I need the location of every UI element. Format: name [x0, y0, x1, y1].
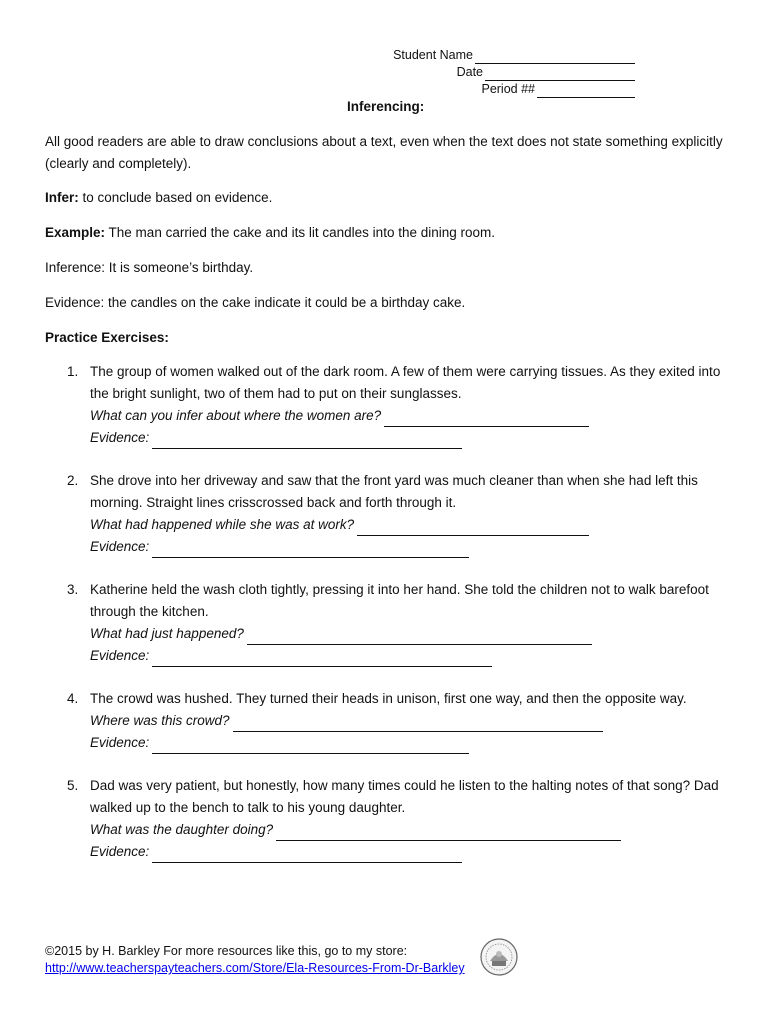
exercise-4	[45, 688, 725, 754]
answer-blank[interactable]	[276, 826, 621, 841]
question-row	[90, 710, 725, 732]
infer-definition	[45, 187, 725, 209]
question-text: Where was this crowd?	[90, 713, 230, 728]
intro-paragraph: All good readers are able to draw conclusions about a text, even when the text does not state something explicitly (clearly and completely).	[45, 134, 723, 171]
student-name-line[interactable]	[475, 51, 635, 64]
evidence-row	[90, 841, 725, 863]
exercise-text: Dad was very patient, but honestly, how many times could he listen to the halting notes of that song? Dad walked up to the bench to talk to his young daughter.	[90, 778, 719, 815]
evidence-blank[interactable]	[152, 652, 492, 667]
answer-blank[interactable]	[357, 521, 589, 536]
question-text: What had just happened?	[90, 626, 244, 641]
student-name-row	[393, 47, 635, 64]
evidence-label: Evidence:	[90, 539, 150, 554]
period-row	[393, 81, 635, 98]
date-row	[393, 64, 635, 81]
evidence-row	[90, 536, 725, 558]
exercise-5	[45, 775, 725, 863]
evidence-row	[90, 732, 725, 754]
example-label: Example:	[45, 225, 106, 240]
period-label: Period ##	[481, 82, 535, 96]
evidence-blank[interactable]	[152, 848, 462, 863]
evidence-line: Evidence: the candles on the cake indicate it could be a birthday cake.	[45, 295, 466, 310]
evidence-label: Evidence:	[90, 430, 150, 445]
example-text: The man carried the cake and its lit candles into the dining room.	[108, 225, 496, 240]
page-title: Inferencing:	[347, 99, 425, 114]
practice-heading: Practice Exercises:	[45, 330, 169, 345]
store-link[interactable]: http://www.teacherspayteachers.com/Store/Ela-Resources-From-Dr-Barkley	[45, 961, 465, 975]
evidence-blank[interactable]	[152, 434, 462, 449]
exercise-number: 1.	[67, 364, 79, 379]
exercise-1	[45, 361, 725, 449]
answer-blank[interactable]	[247, 630, 592, 645]
exercise-number: 4.	[67, 691, 79, 706]
date-line[interactable]	[485, 68, 635, 81]
evidence-label: Evidence:	[90, 735, 150, 750]
example-line	[45, 222, 725, 244]
student-name-label: Student Name	[393, 48, 473, 62]
student-info-header	[393, 47, 635, 98]
exercise-number: 3.	[67, 582, 79, 597]
evidence-row	[90, 645, 725, 667]
exercise-number: 2.	[67, 473, 79, 488]
evidence-label: Evidence:	[90, 844, 150, 859]
evidence-row	[90, 427, 725, 449]
exercise-text: She drove into her driveway and saw that the front yard was much cleaner than when she had left this morning. Straight lines crisscrossed back and forth through it.	[90, 473, 698, 510]
inference-line: Inference: It is someone’s birthday.	[45, 260, 254, 275]
evidence-blank[interactable]	[152, 739, 469, 754]
answer-blank[interactable]	[384, 412, 589, 427]
question-text: What had happened while she was at work?	[90, 517, 355, 532]
exercise-text: The crowd was hushed. They turned their heads in unison, first one way, and then the opposite way.	[90, 691, 687, 706]
question-text: What can you infer about where the women are?	[90, 408, 382, 423]
infer-label: Infer:	[45, 190, 79, 205]
footer	[45, 943, 465, 977]
question-row	[90, 819, 725, 841]
period-line[interactable]	[537, 85, 635, 98]
question-row	[90, 514, 725, 536]
answer-blank[interactable]	[233, 717, 603, 732]
exercise-text: Katherine held the wash cloth tightly, pressing it into her hand. She told the children not to walk barefoot through the kitchen.	[90, 582, 709, 619]
question-row	[90, 623, 725, 645]
infer-text: to conclude based on evidence.	[82, 190, 273, 205]
store-seal-logo-icon	[479, 937, 519, 977]
evidence-label: Evidence:	[90, 648, 150, 663]
exercise-2	[45, 470, 725, 558]
date-label: Date	[456, 65, 483, 79]
copyright-text: ©2015 by H. Barkley For more resources like this, go to my store:	[45, 944, 408, 958]
question-text: What was the daughter doing?	[90, 822, 274, 837]
exercise-3	[45, 579, 725, 667]
evidence-blank[interactable]	[152, 543, 469, 558]
exercise-number: 5.	[67, 778, 79, 793]
question-row	[90, 405, 725, 427]
exercise-text: The group of women walked out of the dark room. A few of them were carrying tissues. As they exited into the bright sunlight, two of them had to put on their sunglasses.	[90, 364, 721, 401]
